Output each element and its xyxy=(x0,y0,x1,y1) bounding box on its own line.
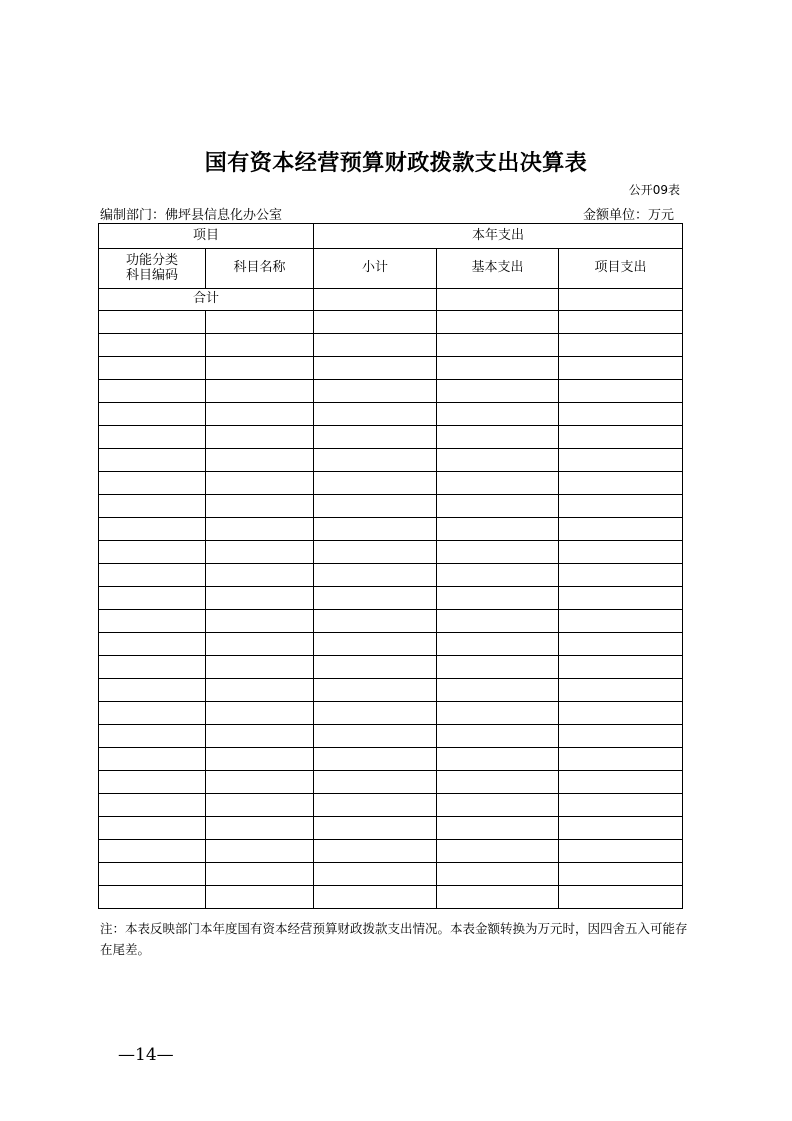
table-cell xyxy=(206,334,314,357)
total-row xyxy=(99,289,683,311)
table-cell xyxy=(99,771,206,794)
table-cell xyxy=(99,564,206,587)
table-row xyxy=(99,380,683,403)
table-cell xyxy=(559,426,683,449)
table-cell xyxy=(559,817,683,840)
table-row xyxy=(99,679,683,702)
table-row xyxy=(99,518,683,541)
table-cell xyxy=(559,403,683,426)
total-project-cell xyxy=(559,289,683,311)
table-cell xyxy=(314,840,437,863)
table-cell xyxy=(314,472,437,495)
table-cell xyxy=(99,633,206,656)
table-cell xyxy=(206,380,314,403)
table-cell xyxy=(206,817,314,840)
table-cell xyxy=(206,702,314,725)
table-cell xyxy=(559,311,683,334)
table-cell xyxy=(559,472,683,495)
table-cell xyxy=(437,633,559,656)
table-cell xyxy=(99,403,206,426)
table-cell xyxy=(99,380,206,403)
table-cell xyxy=(314,725,437,748)
table-cell xyxy=(437,518,559,541)
table-row xyxy=(99,794,683,817)
table-cell xyxy=(437,380,559,403)
table-cell xyxy=(99,541,206,564)
table-cell xyxy=(437,840,559,863)
table-cell xyxy=(559,449,683,472)
table-row xyxy=(99,748,683,771)
table-cell xyxy=(314,656,437,679)
table-row xyxy=(99,771,683,794)
col-code-header: 功能分类 科目编码 xyxy=(99,249,206,289)
table-cell xyxy=(559,679,683,702)
table-cell xyxy=(314,518,437,541)
table-cell xyxy=(559,794,683,817)
header-current-year: 本年支出 xyxy=(314,224,683,249)
table-row xyxy=(99,817,683,840)
table-cell xyxy=(437,679,559,702)
table-cell xyxy=(437,472,559,495)
table-row xyxy=(99,541,683,564)
table-cell xyxy=(559,518,683,541)
table-cell xyxy=(559,334,683,357)
table-cell xyxy=(206,426,314,449)
table-cell xyxy=(206,357,314,380)
table-cell xyxy=(437,564,559,587)
table-cell xyxy=(559,771,683,794)
table-cell xyxy=(206,311,314,334)
table-row xyxy=(99,426,683,449)
table-cell xyxy=(206,472,314,495)
table-cell xyxy=(559,863,683,886)
table-cell xyxy=(314,334,437,357)
table-cell xyxy=(99,817,206,840)
table-cell xyxy=(99,334,206,357)
table-cell xyxy=(437,587,559,610)
table-cell xyxy=(206,840,314,863)
table-cell xyxy=(99,518,206,541)
table-cell xyxy=(437,334,559,357)
table-cell xyxy=(206,725,314,748)
header-row-1 xyxy=(99,224,683,249)
table-row xyxy=(99,656,683,679)
table-cell xyxy=(314,610,437,633)
table-cell xyxy=(559,886,683,909)
table-cell xyxy=(206,886,314,909)
table-cell xyxy=(559,541,683,564)
table-cell xyxy=(314,863,437,886)
table-cell xyxy=(314,380,437,403)
total-subtotal-cell xyxy=(314,289,437,311)
total-basic-cell xyxy=(437,289,559,311)
table-cell xyxy=(314,357,437,380)
table-cell xyxy=(437,403,559,426)
col-subtotal-header: 小计 xyxy=(314,249,437,289)
table-row xyxy=(99,311,683,334)
table-cell xyxy=(437,863,559,886)
table-cell xyxy=(314,748,437,771)
table-row xyxy=(99,495,683,518)
form-number: 公开09表 xyxy=(628,183,680,197)
table-row xyxy=(99,357,683,380)
table-cell xyxy=(559,357,683,380)
table-cell xyxy=(99,472,206,495)
table-row xyxy=(99,334,683,357)
table-cell xyxy=(99,449,206,472)
table-cell xyxy=(559,633,683,656)
table-cell xyxy=(99,610,206,633)
table-cell xyxy=(559,702,683,725)
unit-label: 金额单位：万元 xyxy=(582,208,674,223)
table-cell xyxy=(314,771,437,794)
table-cell xyxy=(559,587,683,610)
table-cell xyxy=(206,610,314,633)
department-label: 编制部门：佛坪县信息化办公室 xyxy=(100,208,283,223)
table-row xyxy=(99,610,683,633)
table-cell xyxy=(559,564,683,587)
table-row xyxy=(99,633,683,656)
table-cell xyxy=(206,403,314,426)
table-cell xyxy=(99,748,206,771)
table-cell xyxy=(206,656,314,679)
table-cell xyxy=(314,794,437,817)
table-cell xyxy=(99,426,206,449)
table-cell xyxy=(559,725,683,748)
col-name-header: 科目名称 xyxy=(206,249,314,289)
table-row xyxy=(99,449,683,472)
table-cell xyxy=(437,794,559,817)
table-cell xyxy=(437,357,559,380)
table-cell xyxy=(314,587,437,610)
table-cell xyxy=(99,679,206,702)
table-row xyxy=(99,564,683,587)
table-cell xyxy=(314,403,437,426)
table-cell xyxy=(206,541,314,564)
table-cell xyxy=(437,541,559,564)
table-cell xyxy=(99,311,206,334)
table-cell xyxy=(437,725,559,748)
table-cell xyxy=(314,886,437,909)
header-item: 项目 xyxy=(99,224,314,249)
table-cell xyxy=(314,495,437,518)
table-cell xyxy=(314,817,437,840)
table-cell xyxy=(99,587,206,610)
table-row xyxy=(99,725,683,748)
table-cell xyxy=(314,449,437,472)
table-cell xyxy=(206,748,314,771)
table-cell xyxy=(99,656,206,679)
table-cell xyxy=(314,633,437,656)
table-cell xyxy=(206,794,314,817)
header-row-2 xyxy=(99,249,683,289)
table-cell xyxy=(559,495,683,518)
table-cell xyxy=(437,426,559,449)
table-cell xyxy=(206,518,314,541)
table-cell xyxy=(206,564,314,587)
table-cell xyxy=(437,495,559,518)
table-cell xyxy=(437,748,559,771)
table-row xyxy=(99,863,683,886)
table-cell xyxy=(437,610,559,633)
table-row xyxy=(99,472,683,495)
table-cell xyxy=(314,702,437,725)
col-basic-header: 基本支出 xyxy=(437,249,559,289)
table-cell xyxy=(437,771,559,794)
table-cell xyxy=(99,794,206,817)
table-cell xyxy=(206,771,314,794)
table-cell xyxy=(99,495,206,518)
table-cell xyxy=(314,311,437,334)
table-cell xyxy=(437,702,559,725)
table-cell xyxy=(99,886,206,909)
table-cell xyxy=(437,886,559,909)
table-cell xyxy=(99,357,206,380)
table-cell xyxy=(559,656,683,679)
table-cell xyxy=(99,840,206,863)
table-row xyxy=(99,840,683,863)
footnote: 注：本表反映部门本年度国有资本经营预算财政拨款支出情况。本表金额转换为万元时，因四舍五入可能存在尾差。 xyxy=(100,921,688,957)
table-cell xyxy=(314,564,437,587)
expenditure-table xyxy=(98,223,683,909)
table-cell xyxy=(437,449,559,472)
table-cell xyxy=(559,610,683,633)
table-cell xyxy=(437,656,559,679)
table-cell xyxy=(206,495,314,518)
table-cell xyxy=(206,449,314,472)
table-cell xyxy=(206,587,314,610)
table-cell xyxy=(437,311,559,334)
table-cell xyxy=(206,863,314,886)
table-cell xyxy=(99,702,206,725)
table-cell xyxy=(314,541,437,564)
table-cell xyxy=(559,380,683,403)
table-cell xyxy=(559,840,683,863)
table-cell xyxy=(314,679,437,702)
table-row xyxy=(99,702,683,725)
table-cell xyxy=(206,633,314,656)
table-cell xyxy=(99,863,206,886)
table-cell xyxy=(99,725,206,748)
page-title: 国有资本经营预算财政拨款支出决算表 xyxy=(204,151,588,176)
col-project-header: 项目支出 xyxy=(559,249,683,289)
table-row xyxy=(99,587,683,610)
page-number: —14— xyxy=(118,1045,174,1065)
table-row xyxy=(99,403,683,426)
table-cell xyxy=(437,817,559,840)
table-row xyxy=(99,886,683,909)
table-cell xyxy=(206,679,314,702)
table-cell xyxy=(559,748,683,771)
table-cell xyxy=(314,426,437,449)
total-label: 合计 xyxy=(99,289,314,311)
